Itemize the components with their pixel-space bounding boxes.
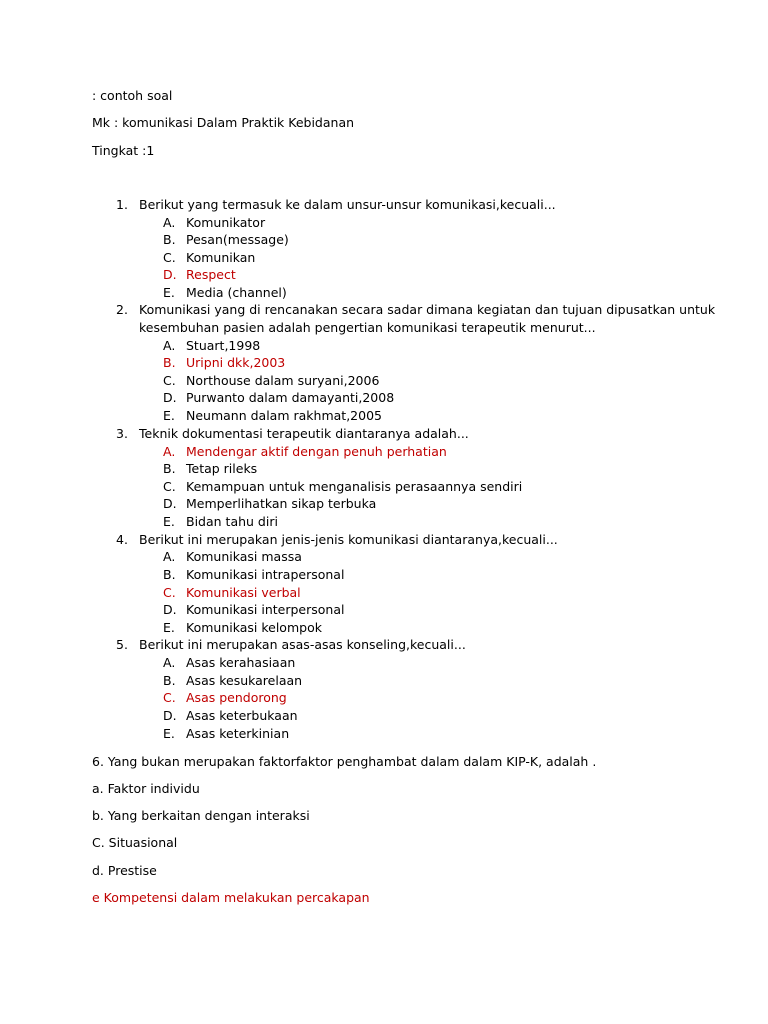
option-letter: B. xyxy=(163,461,176,476)
option-letter: C. xyxy=(163,373,176,388)
correct-option-letter: A. xyxy=(163,444,176,459)
correct-option-letter: C. xyxy=(163,585,176,600)
question-number: 1. xyxy=(116,197,128,212)
option-letter: E. xyxy=(163,285,175,300)
option-letter: E. xyxy=(163,620,175,635)
option-letter: D. xyxy=(163,708,177,723)
option-text: Asas keterkinian xyxy=(186,726,290,741)
option-text: Neumann dalam rakhmat,2005 xyxy=(186,408,382,423)
subject-line: : contoh soal xyxy=(92,88,173,103)
option-text: Asas kesukarelaan xyxy=(186,673,303,688)
question-text: Berikut ini merupakan asas-asas konseling,kecuali... xyxy=(139,637,466,652)
option-letter: A. xyxy=(163,549,176,564)
option-letter: E. xyxy=(163,514,175,529)
option-text: Northouse dalam suryani,2006 xyxy=(186,373,380,388)
option-letter: E. xyxy=(163,726,175,741)
question-text: Komunikasi yang di rencanakan secara sadar dimana kegiatan dan tujuan dipusatkan untuk xyxy=(139,302,716,317)
option-letter: C. xyxy=(163,479,176,494)
option-letter: A. xyxy=(163,338,176,353)
question-text: Teknik dokumentasi terapeutik diantaranya adalah... xyxy=(139,426,469,441)
option-text: Komunikasi kelompok xyxy=(186,620,322,635)
option-text: b. Yang berkaitan dengan interaksi xyxy=(92,808,310,823)
option-text: d. Prestise xyxy=(92,863,157,878)
course-line: Mk : komunikasi Dalam Praktik Kebidanan xyxy=(92,115,355,130)
correct-option-letter: B. xyxy=(163,355,176,370)
option-text: Komunikator xyxy=(186,215,266,230)
option-letter: B. xyxy=(163,673,176,688)
question-text: Berikut yang termasuk ke dalam unsur-unsur komunikasi,kecuali... xyxy=(139,197,556,212)
correct-option-letter: C. xyxy=(163,690,176,705)
option-text: C. Situasional xyxy=(92,835,178,850)
question-text: 6. Yang bukan merupakan faktorfaktor penghambat dalam dalam KIP-K, adalah . xyxy=(92,754,597,769)
option-letter: D. xyxy=(163,496,177,511)
option-letter: B. xyxy=(163,232,176,247)
level-line: Tingkat :1 xyxy=(92,143,155,158)
option-text: Bidan tahu diri xyxy=(186,514,278,529)
option-text: Komunikasi intrapersonal xyxy=(186,567,345,582)
option-text: Kemampuan untuk menganalisis perasaannya sendiri xyxy=(186,479,523,494)
option-letter: A. xyxy=(163,655,176,670)
option-letter: D. xyxy=(163,602,177,617)
option-text: Asas kerahasiaan xyxy=(186,655,296,670)
option-text: Stuart,1998 xyxy=(186,338,261,353)
option-text: Komunikasi massa xyxy=(186,549,302,564)
correct-option-text: Uripni dkk,2003 xyxy=(186,355,286,370)
option-text: Asas keterbukaan xyxy=(186,708,298,723)
option-letter: B. xyxy=(163,567,176,582)
option-text: Komunikasi interpersonal xyxy=(186,602,345,617)
question-number: 5. xyxy=(116,637,128,652)
option-letter: E. xyxy=(163,408,175,423)
correct-option-text: Komunikasi verbal xyxy=(186,585,301,600)
option-letter: A. xyxy=(163,215,176,230)
option-text: Memperlihatkan sikap terbuka xyxy=(186,496,377,511)
option-text: Komunikan xyxy=(186,250,256,265)
correct-option-text: Mendengar aktif dengan penuh perhatian xyxy=(186,444,447,459)
option-text: a. Faktor individu xyxy=(92,781,200,796)
option-text: Pesan(message) xyxy=(186,232,289,247)
question-text-continued: kesembuhan pasien adalah pengertian komunikasi terapeutik menurut... xyxy=(139,320,596,335)
correct-option-text: Respect xyxy=(186,267,236,282)
option-text: Tetap rileks xyxy=(186,461,258,476)
question-number: 4. xyxy=(116,532,128,547)
option-text: Purwanto dalam damayanti,2008 xyxy=(186,390,395,405)
question-text: Berikut ini merupakan jenis-jenis komunikasi diantaranya,kecuali... xyxy=(139,532,558,547)
option-letter: D. xyxy=(163,390,177,405)
correct-option-letter: D. xyxy=(163,267,177,282)
option-text: Media (channel) xyxy=(186,285,287,300)
option-letter: C. xyxy=(163,250,176,265)
correct-option-text: Asas pendorong xyxy=(186,690,287,705)
question-number: 3. xyxy=(116,426,128,441)
correct-option-text: e Kompetensi dalam melakukan percakapan xyxy=(92,890,370,905)
question-number: 2. xyxy=(116,302,128,317)
